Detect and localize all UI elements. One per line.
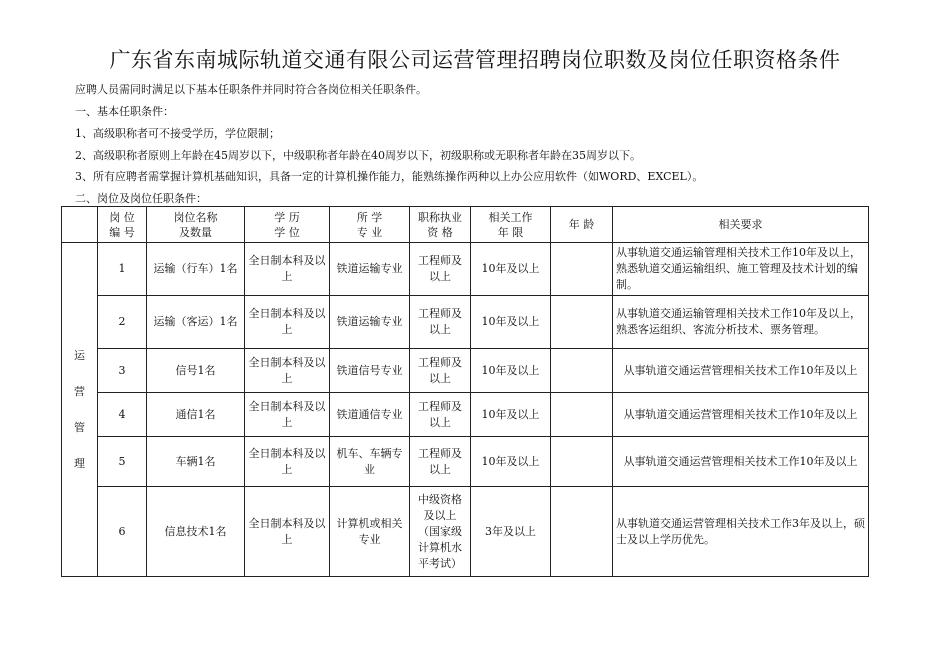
- cell-no: 1: [98, 243, 147, 296]
- section-2-heading: 二、岗位及岗位任职条件：: [75, 192, 207, 205]
- cell-no: 2: [98, 296, 147, 349]
- condition-3: 3、所有应聘者需掌握计算机基础知识，具备一定的计算机操作能力，能熟练操作两种以上办公应用软件（如WORD、EXCEL）。: [75, 170, 704, 183]
- cell-major: 铁道运输专业: [330, 243, 410, 296]
- header-title: 职称执业 资 格: [410, 207, 471, 243]
- category-cell: 运 营 管 理: [62, 243, 98, 577]
- cell-age: [551, 349, 613, 393]
- cell-name: 运输（行车）1名: [147, 243, 245, 296]
- cell-edu: 全日制本科及以上: [245, 437, 330, 487]
- cell-exp: 10年及以上: [471, 393, 551, 437]
- cell-major: 铁道通信专业: [330, 393, 410, 437]
- cell-major: 铁道信号专业: [330, 349, 410, 393]
- cell-edu: 全日制本科及以上: [245, 243, 330, 296]
- cell-req: 从事轨道交通运营管理相关技术工作10年及以上: [613, 349, 869, 393]
- header-education: 学 历 学 位: [245, 207, 330, 243]
- cell-name: 车辆1名: [147, 437, 245, 487]
- cell-req: 从事轨道交通运营管理相关技术工作3年及以上，硕士及以上学历优先。: [613, 487, 869, 577]
- header-age: 年 龄: [551, 207, 613, 243]
- cell-name: 运输（客运）1名: [147, 296, 245, 349]
- cell-age: [551, 393, 613, 437]
- cell-age: [551, 243, 613, 296]
- cell-title: 工程师及以上: [410, 296, 471, 349]
- section-1-heading: 一、基本任职条件：: [75, 105, 174, 118]
- cell-title: 工程师及以上: [410, 349, 471, 393]
- cell-title: 中级资格及以上（国家级计算机水平考试）: [410, 487, 471, 577]
- header-category: [62, 207, 98, 243]
- cell-no: 3: [98, 349, 147, 393]
- header-experience: 相关工作 年 限: [471, 207, 551, 243]
- cell-exp: 10年及以上: [471, 349, 551, 393]
- cell-major: 铁道运输专业: [330, 296, 410, 349]
- page-title: 广东省东南城际轨道交通有限公司运营管理招聘岗位职数及岗位任职资格条件: [109, 48, 841, 72]
- cell-req: 从事轨道交通运营管理相关技术工作10年及以上: [613, 437, 869, 487]
- header-position-name: 岗位名称 及数量: [147, 207, 245, 243]
- cell-title: 工程师及以上: [410, 393, 471, 437]
- header-major: 所 学 专 业: [330, 207, 410, 243]
- header-position-no: 岗 位 编 号: [98, 207, 147, 243]
- cell-no: 5: [98, 437, 147, 487]
- cell-req: 从事轨道交通运输管理相关技术工作10年及以上，熟悉客运组织、客流分析技术、票务管理。: [613, 296, 869, 349]
- cell-major: 机车、车辆专业: [330, 437, 410, 487]
- cell-exp: 10年及以上: [471, 437, 551, 487]
- cell-title: 工程师及以上: [410, 437, 471, 487]
- cell-name: 信号1名: [147, 349, 245, 393]
- intro-text: 应聘人员需同时满足以下基本任职条件并同时符合各岗位相关任职条件。: [75, 83, 427, 96]
- cell-exp: 3年及以上: [471, 487, 551, 577]
- cell-age: [551, 437, 613, 487]
- cell-age: [551, 487, 613, 577]
- cell-exp: 10年及以上: [471, 296, 551, 349]
- cell-edu: 全日制本科及以上: [245, 296, 330, 349]
- condition-1: 1、高级职称者可不接受学历，学位限制；: [75, 127, 280, 140]
- table-row: [62, 393, 869, 437]
- cell-edu: 全日制本科及以上: [245, 393, 330, 437]
- table-header-row: [62, 207, 869, 243]
- table-row: [62, 437, 869, 487]
- cell-no: 4: [98, 393, 147, 437]
- cell-age: [551, 296, 613, 349]
- cell-req: 从事轨道交通运输管理相关技术工作10年及以上，熟悉轨道交通运输组织、施工管理及技术计划的编制。: [613, 243, 869, 296]
- condition-2: 2、高级职称者原则上年龄在45周岁以下，中级职称者年龄在40周岁以下，初级职称或无职称者年龄在35周岁以下。: [75, 149, 641, 162]
- cell-major: 计算机或相关专业: [330, 487, 410, 577]
- cell-name: 通信1名: [147, 393, 245, 437]
- table-row: [62, 349, 869, 393]
- header-requirements: 相关要求: [613, 207, 869, 243]
- table-row: [62, 243, 869, 296]
- cell-req: 从事轨道交通运营管理相关技术工作10年及以上: [613, 393, 869, 437]
- cell-edu: 全日制本科及以上: [245, 487, 330, 577]
- table-row: [62, 296, 869, 349]
- cell-edu: 全日制本科及以上: [245, 349, 330, 393]
- cell-exp: 10年及以上: [471, 243, 551, 296]
- cell-title: 工程师及以上: [410, 243, 471, 296]
- cell-name: 信息技术1名: [147, 487, 245, 577]
- positions-table: [61, 206, 869, 577]
- cell-no: 6: [98, 487, 147, 577]
- table-row: [62, 487, 869, 577]
